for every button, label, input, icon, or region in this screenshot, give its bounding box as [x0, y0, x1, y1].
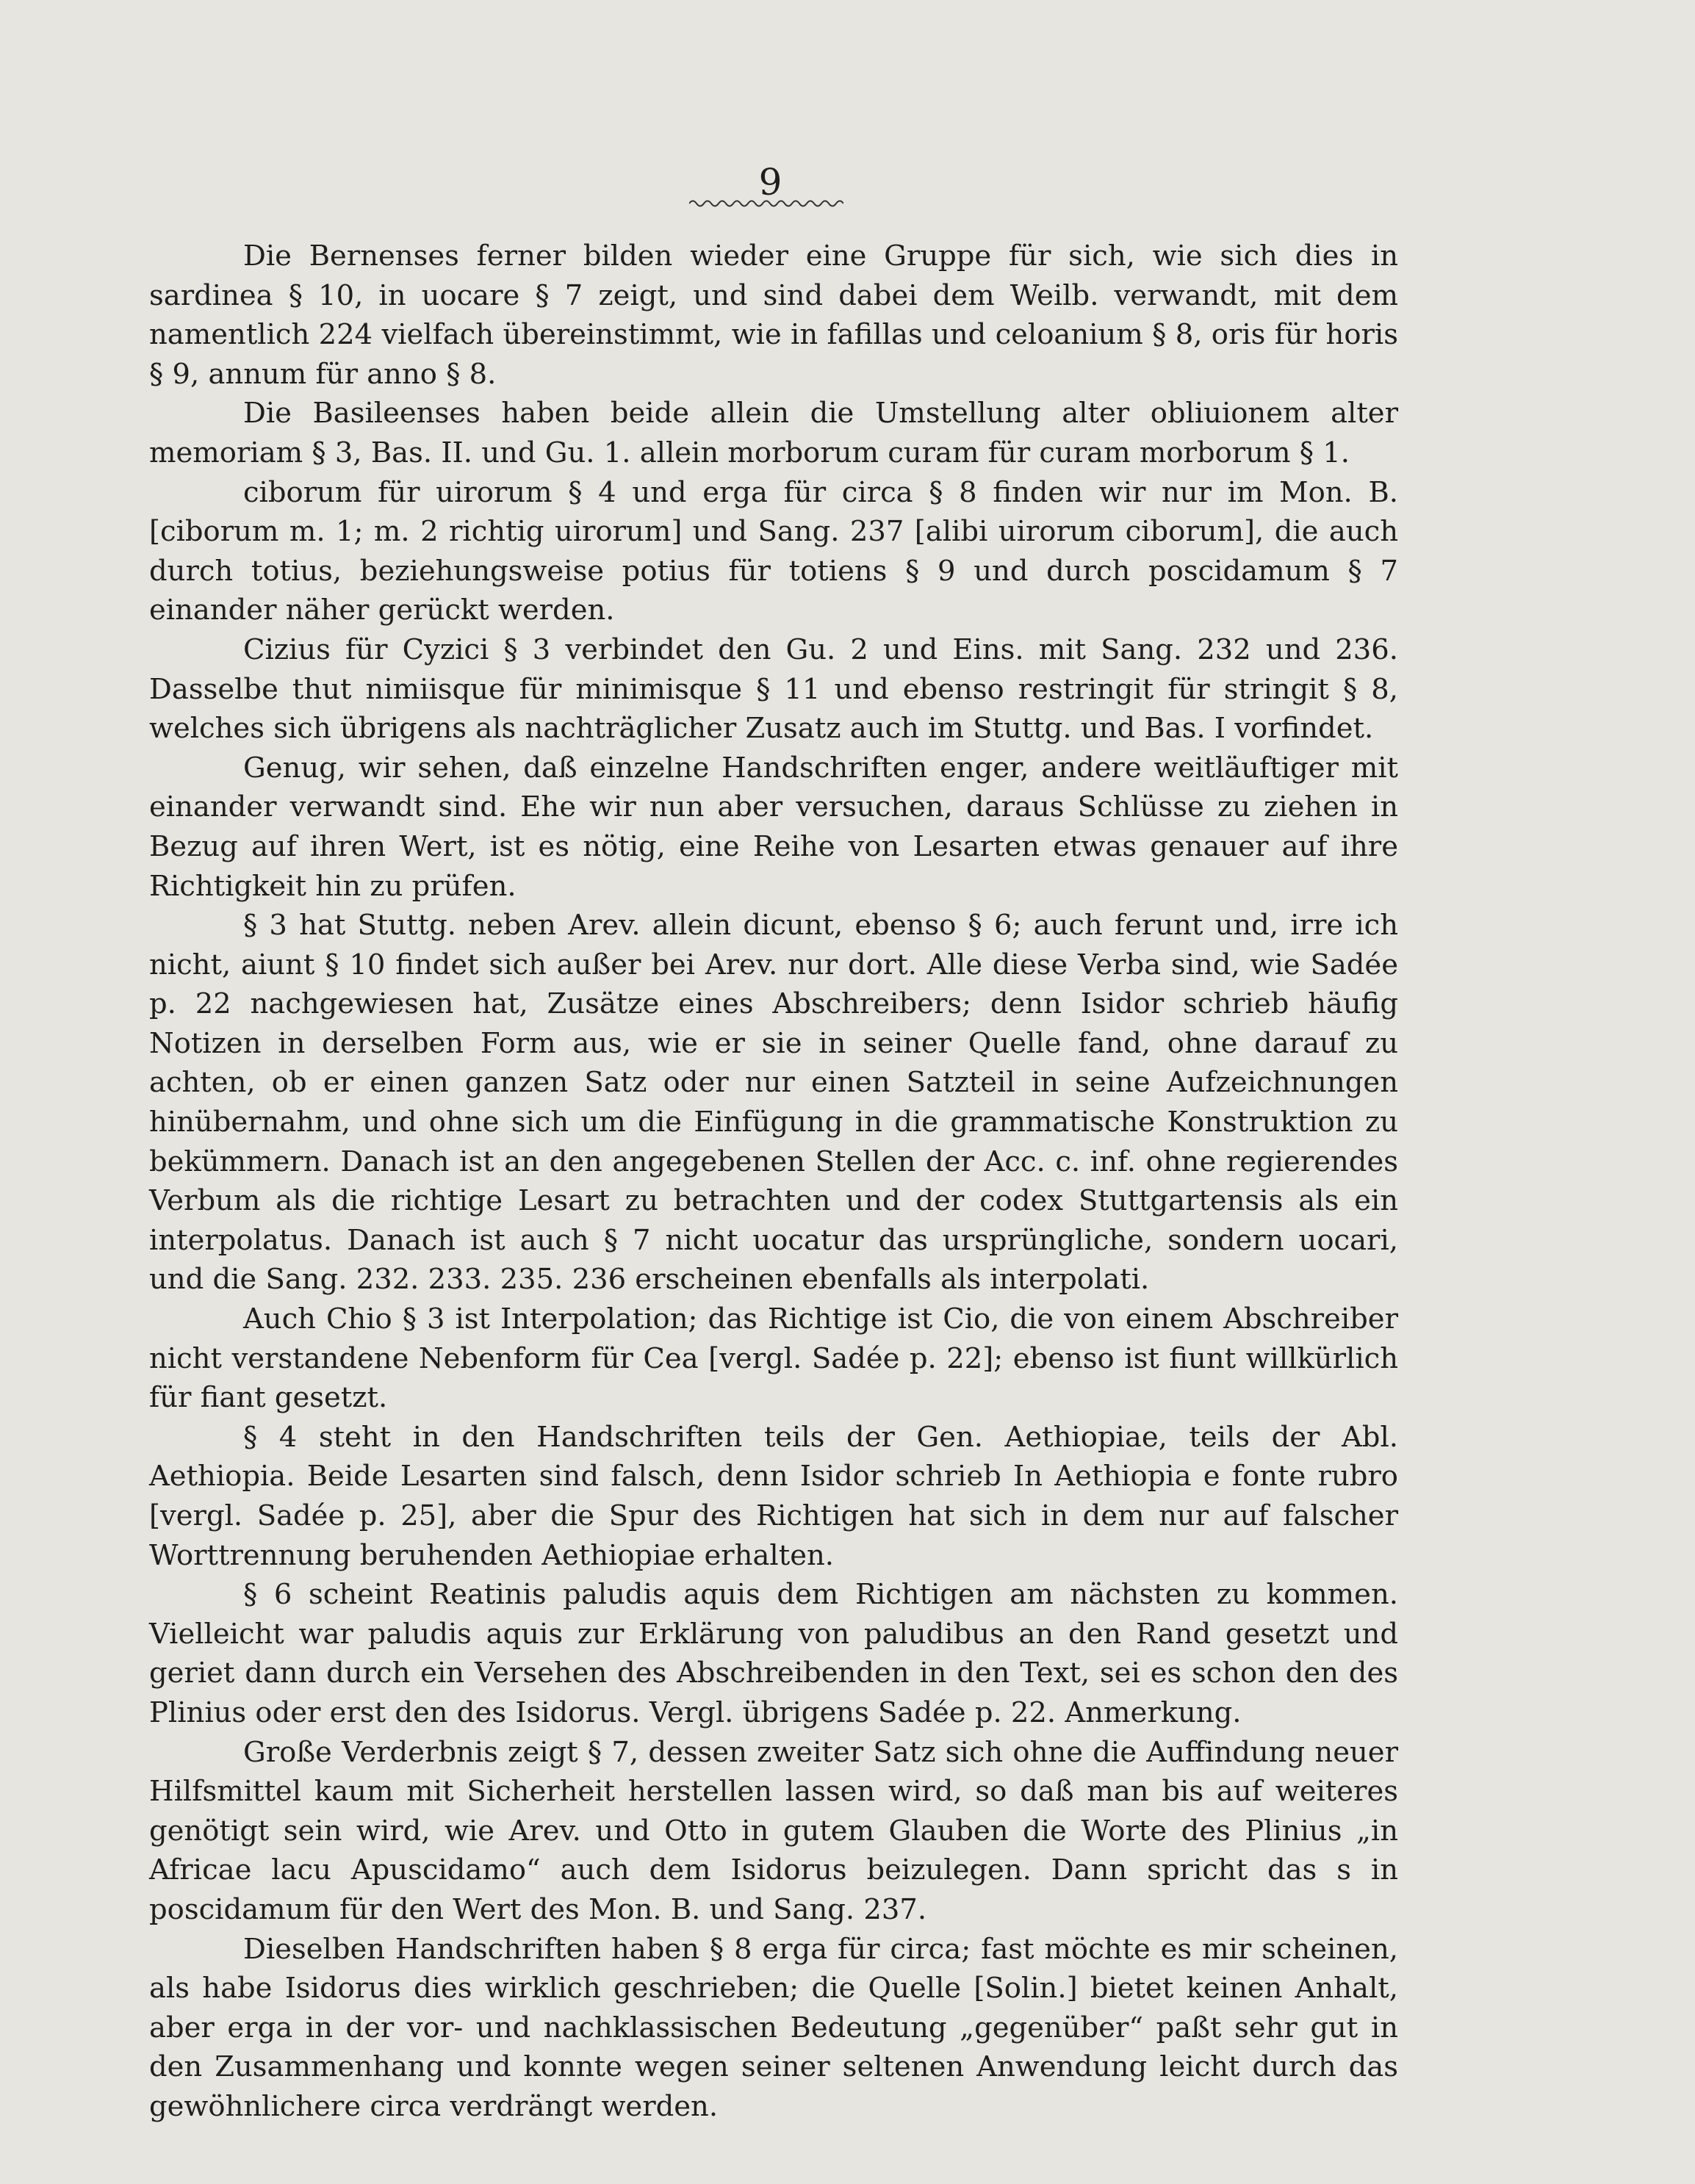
paragraph: Dieselben Handschriften haben § 8 erga für circa; fast möchte es mir scheinen, als habe Isidorus dies wirklich geschrieben; die Quelle [Solin.] bietet keinen Anhalt, aber erga in der vor- und nachklassischen Bedeutung „gegenüber“ paßt sehr gut in den Zusammenhang und konnte wegen seiner seltenen Anwendung leicht durch das gewöhnlichere circa verdrängt werden. — [149, 1932, 1398, 2123]
paragraph: § 4 steht in den Handschriften teils der Gen. Aethiopiae, teils der Abl. Aethiopia. Beide Lesarten sind falsch, denn Isidor schrieb In Aethiopia e fonte rubro [vergl. Sadée p. 25], aber die Spur des Richtigen hat sich in dem nur auf falscher Worttrennung beruhenden Aethiopiae erhalten. — [149, 1420, 1398, 1572]
page-number: 9 — [758, 161, 782, 203]
paragraph: Cizius für Cyzici § 3 verbindet den Gu. 2 und Eins. mit Sang. 232 und 236. Dasselbe thut nimiisque für minimisque § 11 und ebenso restringit für stringit § 8, welches sich übrigens als nachträglicher Zusatz auch im Stuttg. und Bas. I vorfindet. — [149, 633, 1398, 746]
paragraph: Auch Chio § 3 ist Interpolation; das Richtige ist Cio, die von einem Abschreiber nicht verstandene Nebenform für Cea [vergl. Sadée p. 22]; ebenso ist fiunt willkürlich für fiant gesetzt. — [149, 1302, 1398, 1415]
page-number-ornament — [689, 198, 843, 209]
paragraph: ciborum für uirorum § 4 und erga für circa § 8 finden wir nur im Mon. B. [ciborum m. 1; m. 2 richtig uirorum] und Sang. 237 [alibi uirorum ciborum], die auch durch totius, beziehungsweise potius für totiens § 9 und durch poscidamum § 7 einander näher gerückt werden. — [149, 475, 1398, 627]
paragraph: Genug, wir sehen, daß einzelne Handschriften enger, andere weitläuftiger mit einander verwandt sind. Ehe wir nun aber versuchen, daraus Schlüsse zu ziehen in Bezug auf ihren Wert, ist es nötig, eine Reihe von Lesarten etwas genauer auf ihre Richtigkeit hin zu prüfen. — [149, 751, 1398, 903]
paragraph: Die Bernenses ferner bilden wieder eine Gruppe für sich, wie sich dies in sardinea § 10, in uocare § 7 zeigt, und sind dabei dem Weilb. verwandt, mit dem namentlich 224 vielfach übereinstimmt, wie in fafillas und celoanium § 8, oris für horis § 9, annum für anno § 8. — [149, 239, 1398, 391]
paragraph: Große Verderbnis zeigt § 7, dessen zweiter Satz sich ohne die Auffindung neuer Hilfsmittel kaum mit Sicherheit herstellen lassen wird, so daß man bis auf weiteres genötigt sein wird, wie Arev. und Otto in gutem Glauben die Worte des Plinius „in Africae lacu Apuscidamo“ auch dem Isidorus beizulegen. Dann spricht das s in poscidamum für den Wert des Mon. B. und Sang. 237. — [149, 1735, 1398, 1926]
paragraph: § 6 scheint Reatinis paludis aquis dem Richtigen am nächsten zu kommen. Vielleicht war paludis aquis zur Erklärung von paludibus an den Rand gesetzt und geriet dann durch ein Versehen des Abschreibenden in den Text, sei es schon den des Plinius oder erst den des Isidorus. Vergl. übrigens Sadée p. 22. Anmerkung. — [149, 1578, 1398, 1729]
paragraph: Die Basileenses haben beide allein die Umstellung alter obliuionem alter memoriam § 3, Bas. II. und Gu. 1. allein morborum curam für curam morborum § 1. — [149, 397, 1398, 469]
paragraph: § 3 hat Stuttg. neben Arev. allein dicunt, ebenso § 6; auch ferunt und, irre ich nicht, aiunt § 10 findet sich außer bei Arev. nur dort. Alle diese Verba sind, wie Sadée p. 22 nachgewiesen hat, Zusätze eines Abschreibers; denn Isidor schrieb häufig Notizen in derselben Form aus, wie er sie in seiner Quelle fand, ohne darauf zu achten, ob er einen ganzen Satz oder nur einen Satzteil in seine Aufzeichnungen hinübernahm, und ohne sich um die Einfügung in die grammatische Konstruktion zu bekümmern. Danach ist an den angegebenen Stellen der Acc. c. inf. ohne regierendes Verbum als die richtige Lesart zu betrachten und der codex Stuttgartensis als ein interpolatus. Danach ist auch § 7 nicht uocatur das ursprüngliche, sondern uocari, und die Sang. 232. 233. 235. 236 erscheinen ebenfalls als interpolati. — [149, 909, 1398, 1297]
body-text — [149, 237, 1398, 2127]
